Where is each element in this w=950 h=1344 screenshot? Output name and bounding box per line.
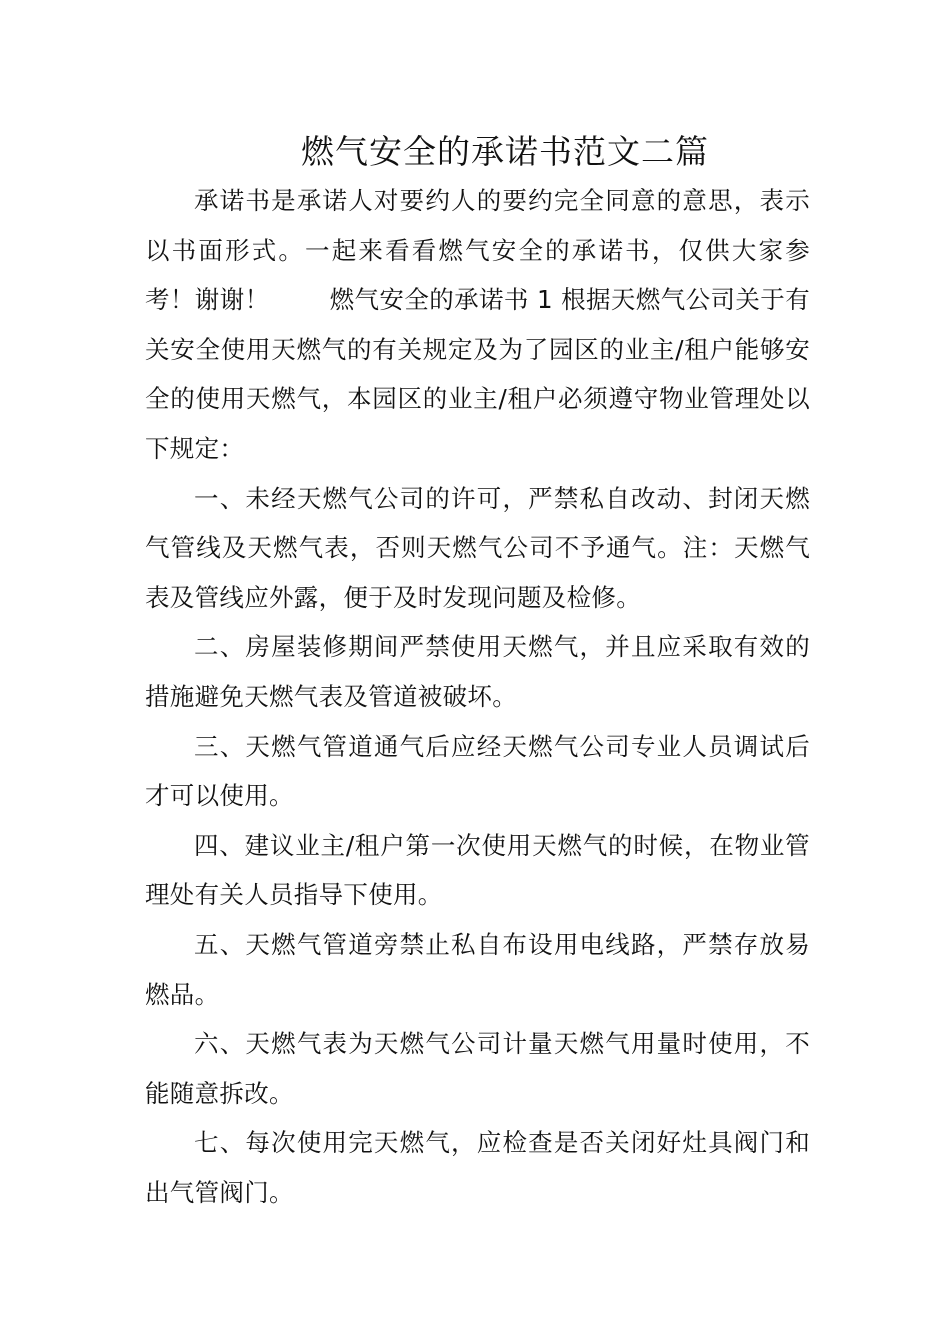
- rule-paragraph-6: 六、天燃气表为天燃气公司计量天燃气用量时使用，不能随意拆改。: [145, 1029, 810, 1108]
- intro-paragraph: [145, 176, 810, 474]
- document-title: 燃气安全的承诺书范文二篇: [301, 132, 709, 171]
- intro-text: 承诺书是承诺人对要约人的要约完全同意的意思，表示以书面形式。一起来看看燃气安全的承诺书，仅供大家参考！谢谢！: [145, 186, 810, 315]
- document-body: [145, 176, 810, 1217]
- rule-paragraph-1: 一、未经天燃气公司的许可，严禁私自改动、封闭天燃气管线及天燃气表，否则天燃气公司不予通气。注：天燃气表及管线应外露，便于及时发现问题及检修。: [145, 483, 810, 612]
- intro-text-continued: 燃气安全的承诺书 1 根据天燃气公司关于有关安全使用天燃气的有关规定及为了园区的业主/租户能够安全的使用天燃气，本园区的业主/租户必须遵守物业管理处以下规定：: [145, 285, 811, 463]
- rule-paragraph-3: 三、天燃气管道通气后应经天燃气公司专业人员调试后才可以使用。: [145, 731, 810, 811]
- rule-paragraph-7: 七、每次使用完天燃气，应检查是否关闭好灶具阀门和出气管阀门。: [145, 1128, 810, 1207]
- rule-paragraph-4: 四、建议业主/租户第一次使用天燃气的时候，在物业管理处有关人员指导下使用。: [145, 830, 810, 910]
- rule-paragraph-2: 二、房屋装修期间严禁使用天燃气，并且应采取有效的措施避免天燃气表及管道被破坏。: [145, 632, 810, 711]
- rule-paragraph-5: 五、天燃气管道旁禁止私自布设用电线路，严禁存放易燃品。: [145, 929, 810, 1009]
